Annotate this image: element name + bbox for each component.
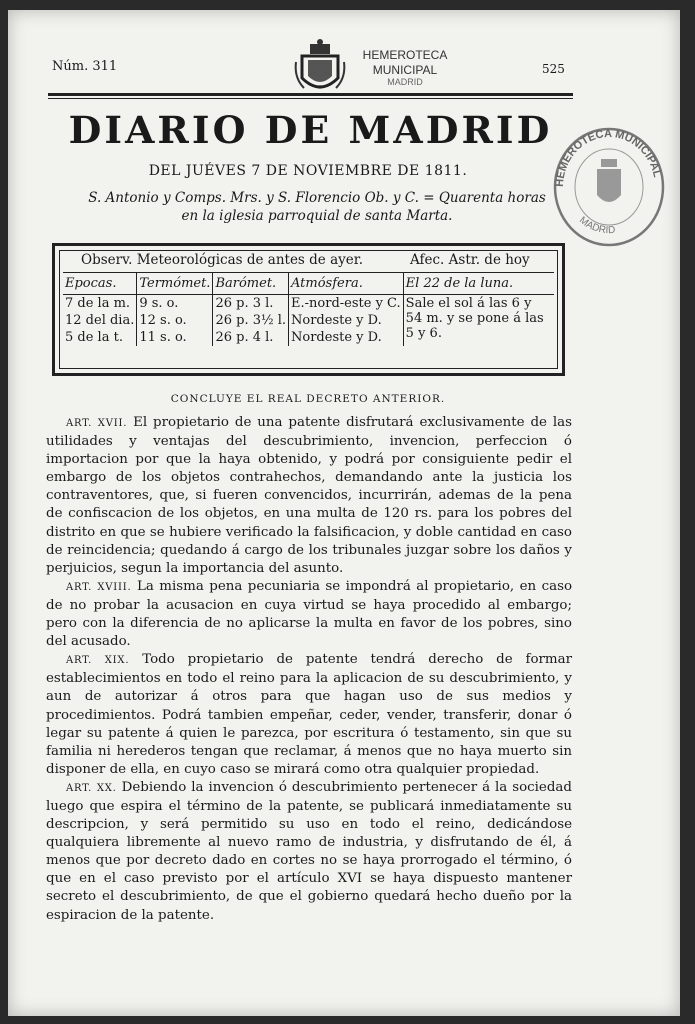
article-paragraph xyxy=(46,578,572,651)
astro-title: Afec. Astr. de hoy xyxy=(410,252,530,268)
page-number: 525 xyxy=(542,62,565,76)
column-header: Barómet. xyxy=(213,273,289,295)
article-paragraph xyxy=(46,651,572,779)
article-label: ART. XIX. xyxy=(66,655,130,667)
column-header: Atmósfera. xyxy=(289,273,404,295)
hemeroteca-stamp: HEMEROTECA MUNICIPAL MADRID xyxy=(362,48,448,87)
article-text: Todo propietario de patente tendrá derecho de formar establecimientos en todo el reino para la aplicacion de su descubrimiento, y aun de autorizar á otros para que hagan uso de sus medios y procedimientos. Podrá tambien empeñar, ceder, vender, transferir, donar ó legar su patente á quien le parezca, por escritura ó testamento, sin que su familia ni herederos tengan que reclamar, á menos que no haya muerto sin disponer de ella, en cuyo caso se mirará como otra qualquier propiedad. xyxy=(46,652,573,777)
date-line: DEL JUÉVES 7 DE NOVIEMBRE DE 1811. xyxy=(148,163,468,179)
saints-line: en la iglesia parroquial de santa Marta. xyxy=(181,208,453,224)
article-label: ART. XVIII. xyxy=(66,581,132,593)
header-rule xyxy=(48,93,573,99)
table-row: 12 del dia. 12 s. o. 26 p. 3½ l. Nordeste y D. xyxy=(63,312,554,329)
table-row: 7 de la m. 9 s. o. 26 p. 3 l. E.-nord-este y C. Sale el sol á las 6 y 54 m. y se pone á las 5 y 6. xyxy=(63,295,554,313)
article-text: El propietario de una patente disfrutará exclusivamente de las utilidades y ventajas del descubrimiento, invencion, perfeccion ó importacion por que la haya obtenido, y podrá por consiguiente pedir el embargo de los objetos contrahechos, demandando ante la justicia los contraventores, que, si fueren convencidos, incurrirán, ademas de la pena de confiscacion de los objetos, en una multa de 120 rs. para los pobres del distrito en que se hubiere verificado la falsificacion, y doble cantidad en caso de reincidencia; quedando á cargo de los tribunales juzgar sobre los daños y perjuicios, segun la importancia del asunto. xyxy=(46,415,573,576)
stamp-text-bottom: MADRID xyxy=(577,214,616,237)
saints-line: S. Antonio y Comps. Mrs. y S. Florencio Ob. y C. = Quarenta horas xyxy=(88,190,546,206)
svg-text:MADRID xyxy=(577,215,616,236)
weather-table xyxy=(63,272,554,346)
article-text: La misma pena pecuniaria se impondrá al propietario, en caso de no probar la acusacion en cuya virtud se haya procedido al embargo; pero con la diferencia de no aplicarse la multa en favor de los pobres, sino del acusado. xyxy=(46,578,573,650)
column-header: Epocas. xyxy=(63,273,137,295)
library-stamp-icon xyxy=(549,117,669,247)
stamp-text-top: HEMEROTECA MUNICIPAL xyxy=(553,127,664,188)
newspaper-page xyxy=(8,10,680,1016)
article-label: ART. XX. xyxy=(66,782,117,794)
article-paragraph xyxy=(46,779,572,925)
weather-table-box xyxy=(52,243,565,376)
section-title: CONCLUYE EL REAL DECRETO ANTERIOR. xyxy=(170,393,446,405)
article-label: ART. XVII. xyxy=(66,418,128,429)
madrid-crest-icon xyxy=(294,38,346,98)
saints-notice xyxy=(72,189,562,225)
article-body xyxy=(46,414,572,925)
table-row: 5 de la t. 11 s. o. 26 p. 4 l. Nordeste y D. xyxy=(63,329,554,346)
article-paragraph xyxy=(46,414,572,578)
column-header: Termómet. xyxy=(137,273,213,295)
moon-note: Sale el sol á las 6 y 54 m. y se pone á las 5 y 6. xyxy=(403,295,554,347)
column-header: El 22 de la luna. xyxy=(403,273,554,295)
article-text: Debiendo la invencion ó descubrimiento pertenecer á la sociedad luego que espira el término de la patente, se publicará inmediatamente su descripcion, y será permitido su uso en todo el reino, dedicándose qualquiera libremente al nuevo ramo de industria, y disfrutando de él, á menos que por decreto dado en cortes no se haya prorrogado el término, ó que en el caso previsto por el artículo XVI se haya dispuesto mantener secreto el descubrimiento, de que el gobierno quedará hecho dueño por la espiracion de la patente. xyxy=(46,779,572,923)
issue-number: Núm. 311 xyxy=(52,59,118,74)
meteo-title: Observ. Meteorológicas de antes de ayer. xyxy=(81,252,364,268)
masthead-title: DIARIO DE MADRID xyxy=(68,108,553,152)
